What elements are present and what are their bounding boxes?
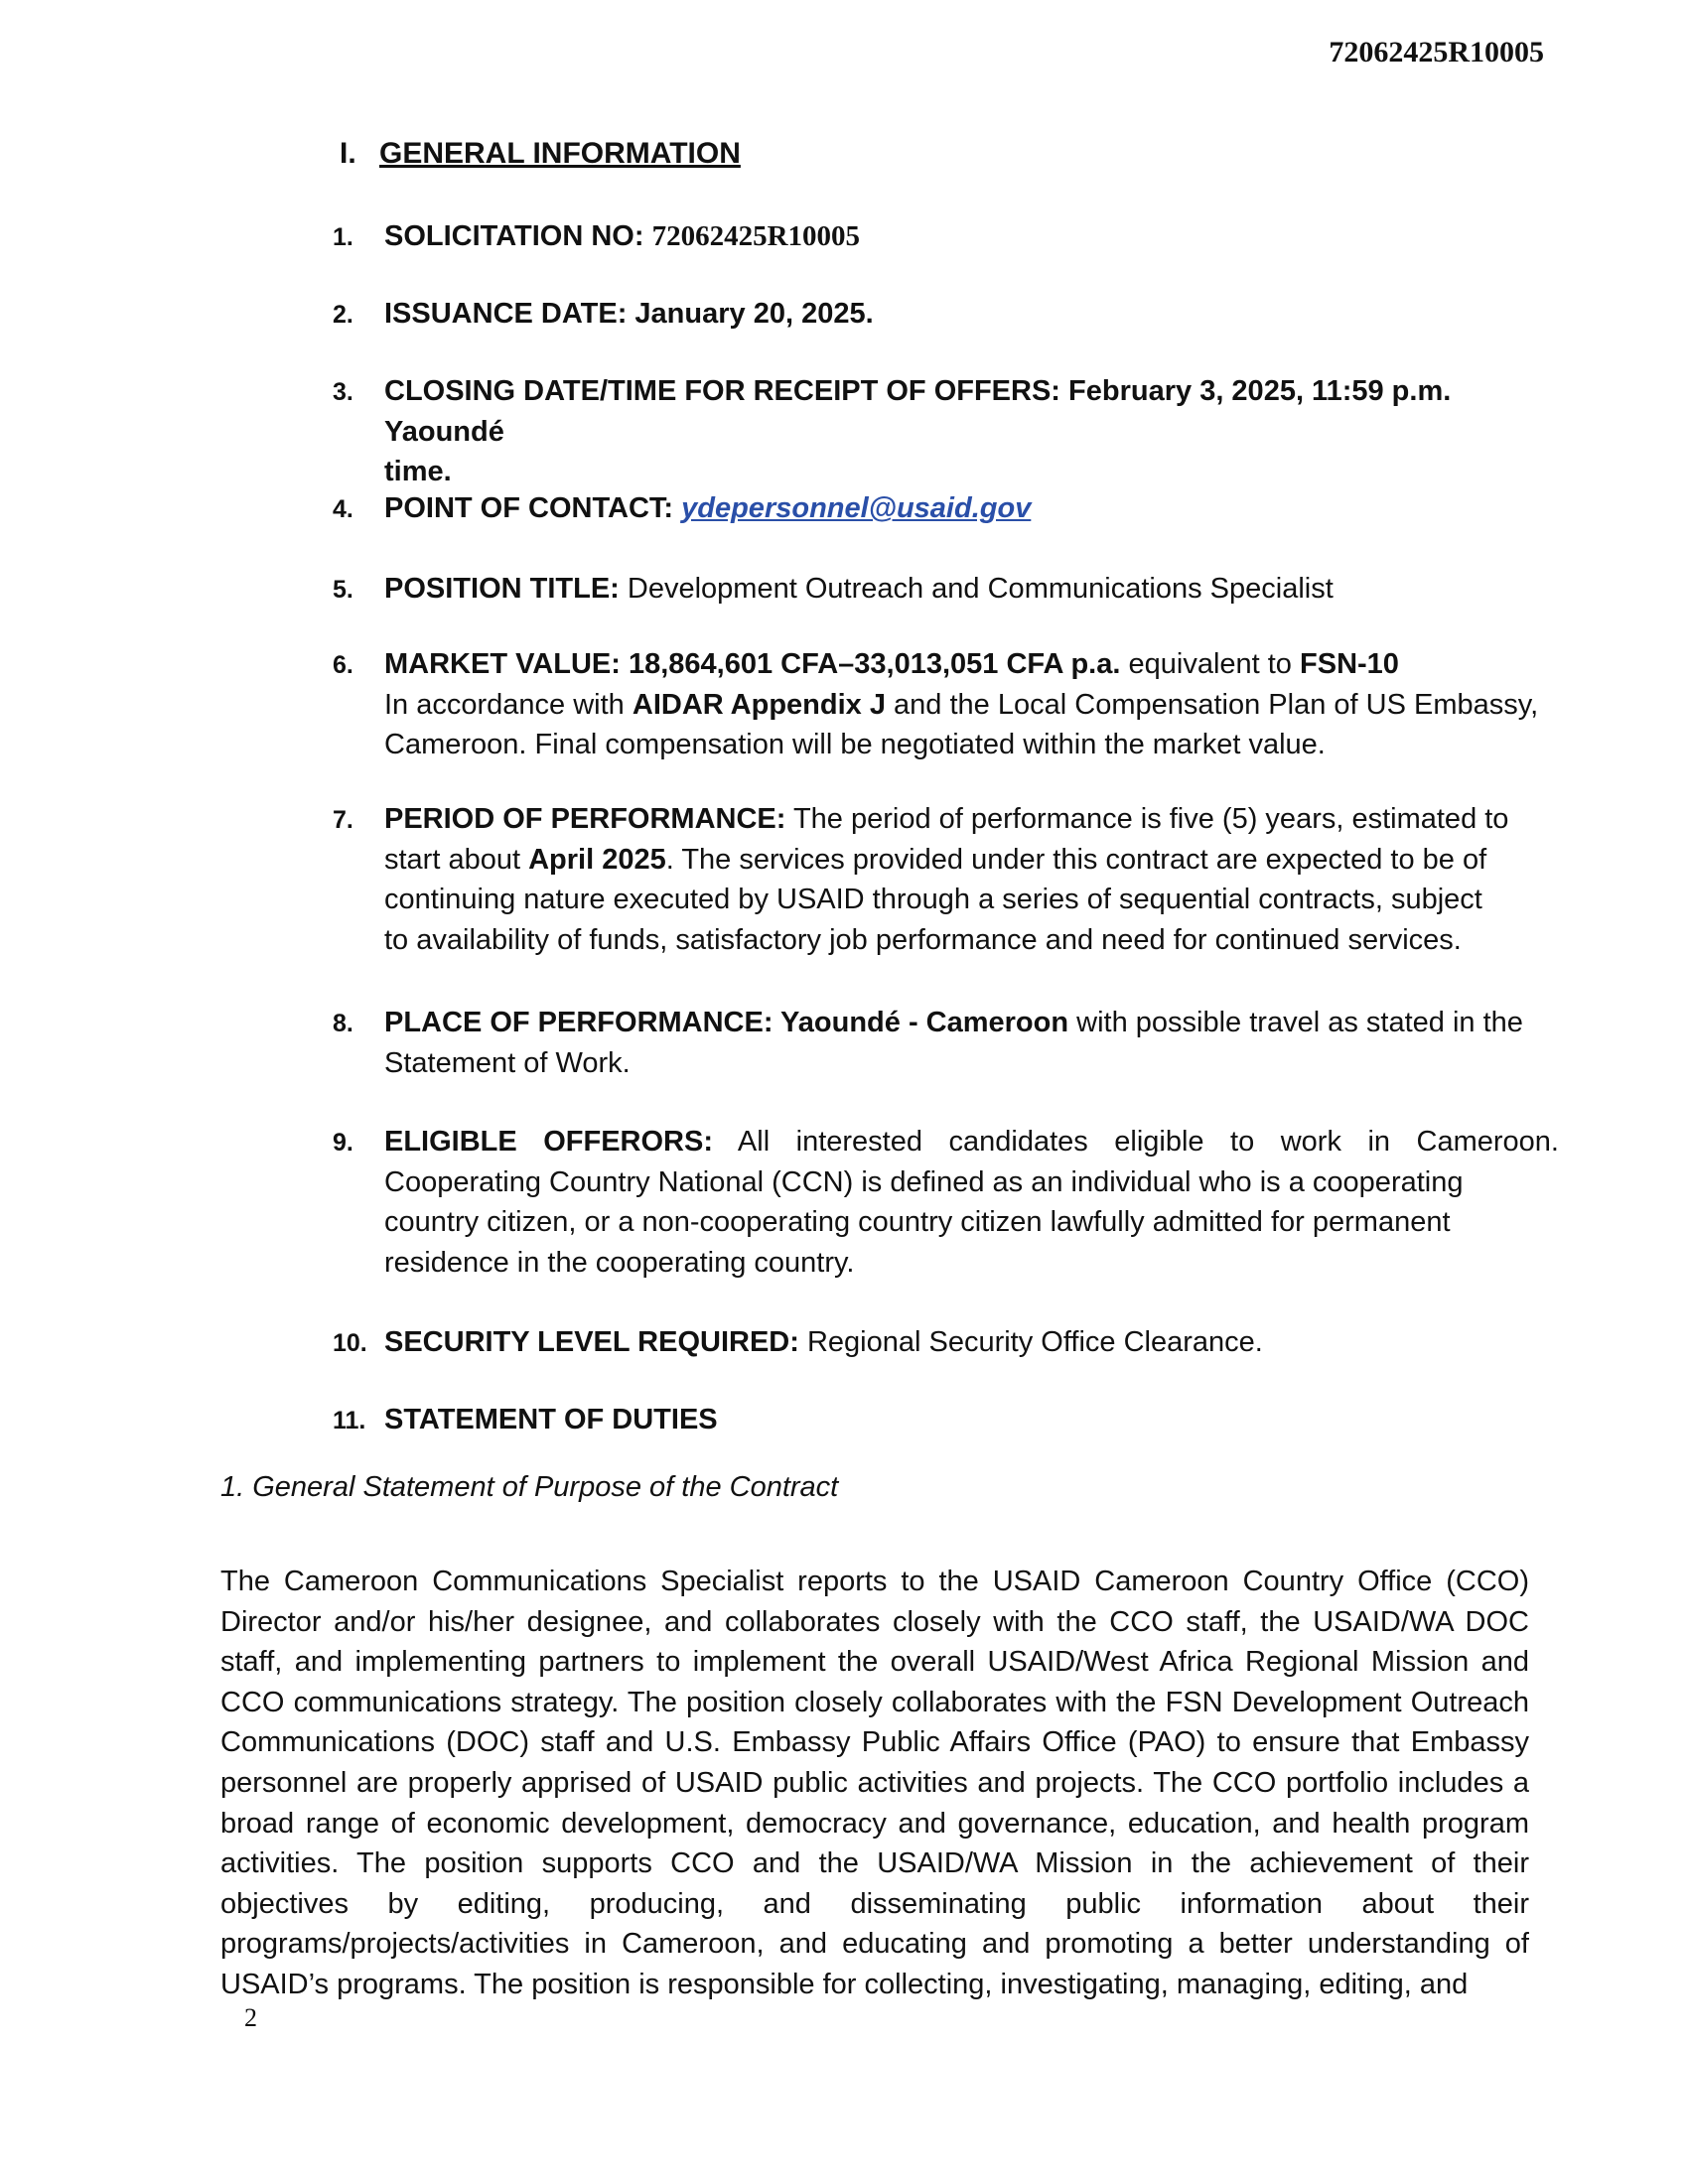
- item-number: 3.: [333, 378, 353, 406]
- period-line3: continuing nature executed by USAID through a series of sequential contracts, subject: [384, 884, 1482, 915]
- item-place-of-performance: [333, 1003, 1559, 1083]
- item-period-of-performance: [333, 799, 1559, 960]
- item-market-value: [333, 644, 1559, 765]
- period-line4: to availability of funds, satisfactory job performance and need for continued services.: [384, 923, 1462, 956]
- item-number: 10.: [333, 1329, 367, 1357]
- market-value-label: MARKET VALUE: 18,864,601 CFA–33,013,051 CFA p.a.: [384, 648, 1121, 680]
- contact-email-link[interactable]: ydepersonnel@usaid.gov: [681, 492, 1032, 524]
- item-number: 6.: [333, 651, 353, 679]
- item-eligible-offerors: [333, 1122, 1559, 1283]
- item-number: 8.: [333, 1010, 353, 1037]
- section-heading: [340, 137, 741, 171]
- section-title: GENERAL INFORMATION: [379, 137, 741, 170]
- start-date: April 2025: [528, 843, 666, 876]
- item-label: POSITION TITLE:: [384, 573, 620, 605]
- item-statement-of-duties: [333, 1400, 1559, 1440]
- subheading: 1. General Statement of Purpose of the Contract: [220, 1471, 839, 1503]
- market-value-mid: equivalent to: [1128, 648, 1292, 680]
- eligible-line3: country citizen, or a non-cooperating country citizen lawfully admitted for permanent: [384, 1206, 1451, 1238]
- item-closing-date: [333, 371, 1559, 492]
- item-number: 5.: [333, 576, 353, 604]
- item-label: ELIGIBLE OFFERORS:: [384, 1126, 713, 1158]
- eligible-line4: residence in the cooperating country.: [384, 1246, 855, 1279]
- item-label: POINT OF CONTACT:: [384, 492, 674, 524]
- section-numeral: I.: [340, 137, 356, 170]
- eligible-line2: Cooperating Country National (CCN) is defined as an individual who is a cooperating: [384, 1165, 1464, 1198]
- item-label: PERIOD OF PERFORMANCE:: [384, 803, 786, 835]
- security-level-value: Regional Security Office Clearance.: [806, 1326, 1263, 1358]
- item-position-title: [333, 569, 1559, 610]
- market-value-line2c: and the Local Compensation Plan of US Embassy,: [894, 688, 1539, 721]
- market-value-line3: Cameroon. Final compensation will be negotiated within the market value.: [384, 729, 1326, 760]
- item-label: SOLICITATION NO:: [384, 220, 644, 252]
- item-label: PLACE OF PERFORMANCE: Yaoundé - Cameroon: [384, 1007, 1069, 1038]
- eligible-line1-text: All interested candidates eligible to work in Cameroon.: [737, 1126, 1559, 1158]
- item-solicitation-no: [333, 216, 1559, 257]
- place-line1: with possible travel as stated in the: [1076, 1007, 1523, 1038]
- item-number: 1.: [333, 223, 353, 251]
- item-number: 4.: [333, 495, 353, 523]
- closing-date-value: February 3, 2025, 11:59 p.m. Yaoundé: [384, 375, 1452, 448]
- page-number: 2: [244, 2003, 257, 2032]
- solicitation-reference-header: 72062425R10005: [1329, 36, 1544, 68]
- place-line2: Statement of Work.: [384, 1046, 631, 1079]
- position-title-value: Development Outreach and Communications Specialist: [627, 573, 1334, 605]
- item-point-of-contact: [333, 488, 1559, 529]
- issuance-date-text: ISSUANCE DATE: January 20, 2025.: [384, 298, 874, 330]
- item-number: 11.: [333, 1407, 366, 1434]
- item-label: CLOSING DATE/TIME FOR RECEIPT OF OFFERS:: [384, 375, 1060, 407]
- item-label: STATEMENT OF DUTIES: [384, 1404, 718, 1435]
- item-label: SECURITY LEVEL REQUIRED:: [384, 1326, 799, 1358]
- period-line1: The period of performance is five (5) years, estimated to: [792, 803, 1509, 835]
- item-number: 9.: [333, 1129, 353, 1157]
- item-number: 2.: [333, 301, 353, 329]
- item-number: 7.: [333, 806, 353, 834]
- market-value-line2a: In accordance with: [384, 688, 625, 721]
- grade-value: FSN-10: [1300, 648, 1399, 680]
- body-paragraph: The Cameroon Communications Specialist reports to the USAID Cameroon Country Office (CCO) Director and/or his/her designee, and collaborates closely with the CCO staff, the USAID/WA DOC staff, and implementing partners to implement the overall USAID/West Africa Regional Mission and CCO communications strategy. The position closely collaborates with the FSN Development Outreach Communications (DOC) staff and U.S. Embassy Public Affairs Office (PAO) to ensure that Embassy personnel are properly apprised of USAID public activities and projects. The CCO portfolio includes a broad range of economic development, democracy and governance, education, and health program activities. The position supports CCO and the USAID/WA Mission in the achievement of their objectives by editing, producing, and disseminating public information about their programs/projects/activities in Cameroon, and educating and promoting a better understanding of USAID’s programs. The position is responsible for collecting, investigating, managing, editing, and: [220, 1566, 1529, 2000]
- period-line2a: start about: [384, 843, 521, 876]
- closing-date-value-cont: time.: [384, 456, 452, 487]
- item-issuance-date: [333, 294, 1559, 335]
- eligible-line1: [384, 1122, 1559, 1162]
- item-security-level: [333, 1322, 1559, 1363]
- aidar-reference: AIDAR Appendix J: [632, 688, 886, 721]
- period-line2c: . The services provided under this contract are expected to be of: [665, 843, 1487, 876]
- solicitation-number: 72062425R10005: [651, 220, 861, 252]
